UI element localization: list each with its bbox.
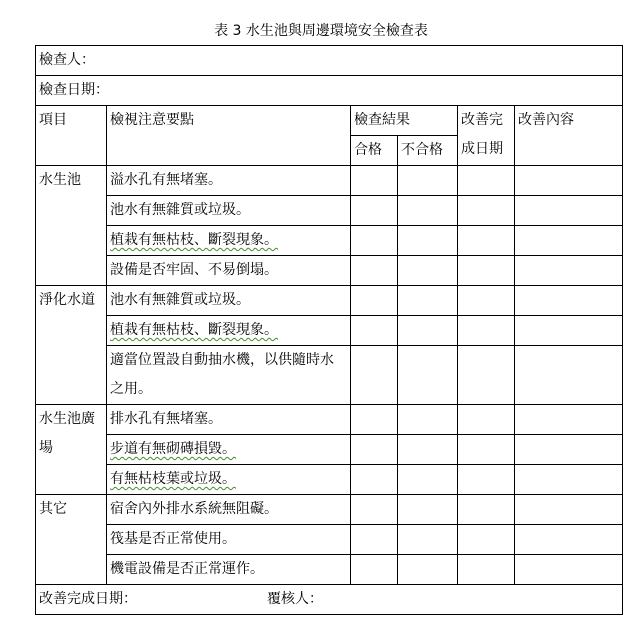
improve-content-cell[interactable] <box>515 286 623 316</box>
check-point-text: 植栽有無枯枝、斷裂現象。 <box>110 322 278 338</box>
check-point: 溢水孔有無堵塞。 <box>107 166 351 196</box>
improve-content-cell[interactable] <box>515 166 623 196</box>
check-point: 池水有無雜質或垃圾。 <box>107 286 351 316</box>
inspector-field[interactable]: 檢查人： <box>36 46 623 76</box>
pass-cell[interactable] <box>351 316 398 346</box>
pass-cell[interactable] <box>351 465 398 495</box>
improve-content-cell[interactable] <box>515 405 623 435</box>
check-point: 設備是否牢固、不易倒塌。 <box>107 256 351 286</box>
improve-date-cell[interactable] <box>458 346 515 405</box>
improve-date-cell[interactable] <box>458 166 515 196</box>
inspection-date-field[interactable]: 檢查日期： <box>36 76 623 106</box>
check-point-text: 步道有無砌磚損毀。 <box>110 441 236 457</box>
pass-cell[interactable] <box>351 256 398 286</box>
check-point-text: 有無枯枝葉或垃圾。 <box>110 471 236 487</box>
check-point: 筏基是否正常使用。 <box>107 525 351 555</box>
check-point: 適當位置設自動抽水機，以供隨時水之用。 <box>107 346 351 405</box>
check-point <box>107 435 351 465</box>
improve-content-cell[interactable] <box>515 196 623 226</box>
completion-date-field[interactable]: 改善完成日期： <box>39 591 137 607</box>
pass-cell[interactable] <box>351 226 398 256</box>
fail-cell[interactable] <box>398 495 458 525</box>
check-point: 池水有無雜質或垃圾。 <box>107 196 351 226</box>
pass-cell[interactable] <box>351 196 398 226</box>
check-point-text: 植栽有無枯枝、斷裂現象。 <box>110 232 278 248</box>
improve-date-cell[interactable] <box>458 495 515 525</box>
improve-content-cell[interactable] <box>515 495 623 525</box>
inspection-table <box>35 45 623 615</box>
section-item-plaza: 水生池廣場 <box>36 405 107 495</box>
check-point: 排水孔有無堵塞。 <box>107 405 351 435</box>
fail-cell[interactable] <box>398 316 458 346</box>
pass-cell[interactable] <box>351 495 398 525</box>
header-fail: 不合格 <box>398 136 458 166</box>
improve-content-cell[interactable] <box>515 435 623 465</box>
check-point <box>107 226 351 256</box>
pass-cell[interactable] <box>351 286 398 316</box>
pass-cell[interactable] <box>351 435 398 465</box>
pass-cell[interactable] <box>351 525 398 555</box>
improve-date-cell[interactable] <box>458 435 515 465</box>
section-item-channel: 淨化水道 <box>36 286 107 405</box>
header-pass: 合格 <box>351 136 398 166</box>
improve-date-cell[interactable] <box>458 316 515 346</box>
fail-cell[interactable] <box>398 196 458 226</box>
header-points: 檢視注意要點 <box>107 106 351 166</box>
fail-cell[interactable] <box>398 555 458 585</box>
header-result: 檢查結果 <box>351 106 458 136</box>
improve-date-cell[interactable] <box>458 555 515 585</box>
fail-cell[interactable] <box>398 346 458 405</box>
improve-date-cell[interactable] <box>458 465 515 495</box>
header-improve-date-line1: 改善完 <box>461 112 503 128</box>
improve-content-cell[interactable] <box>515 555 623 585</box>
pass-cell[interactable] <box>351 166 398 196</box>
improve-date-cell[interactable] <box>458 226 515 256</box>
pass-cell[interactable] <box>351 555 398 585</box>
fail-cell[interactable] <box>398 525 458 555</box>
pass-cell[interactable] <box>351 405 398 435</box>
fail-cell[interactable] <box>398 465 458 495</box>
improve-date-cell[interactable] <box>458 286 515 316</box>
section-item-pond: 水生池 <box>36 166 107 286</box>
improve-date-cell[interactable] <box>458 196 515 226</box>
pass-cell[interactable] <box>351 346 398 405</box>
header-item: 項目 <box>36 106 107 166</box>
improve-date-cell[interactable] <box>458 525 515 555</box>
improve-date-cell[interactable] <box>458 256 515 286</box>
header-improve-date <box>458 106 515 166</box>
fail-cell[interactable] <box>398 166 458 196</box>
improve-content-cell[interactable] <box>515 316 623 346</box>
improve-content-cell[interactable] <box>515 465 623 495</box>
improve-content-cell[interactable] <box>515 525 623 555</box>
fail-cell[interactable] <box>398 405 458 435</box>
section-item-other: 其它 <box>36 495 107 585</box>
fail-cell[interactable] <box>398 226 458 256</box>
check-point: 機電設備是否正常運作。 <box>107 555 351 585</box>
check-point <box>107 465 351 495</box>
fail-cell[interactable] <box>398 286 458 316</box>
form-title: 表 3 水生池與周邊環境安全檢查表 <box>214 23 428 39</box>
improve-content-cell[interactable] <box>515 256 623 286</box>
fail-cell[interactable] <box>398 435 458 465</box>
reviewer-field[interactable]: 覆核人： <box>267 591 323 607</box>
improve-content-cell[interactable] <box>515 346 623 405</box>
header-improve-date-line2: 成日期 <box>461 141 503 157</box>
footer-row <box>36 585 623 615</box>
check-point: 宿舍內外排水系統無阻礙。 <box>107 495 351 525</box>
header-improve-content: 改善內容 <box>515 106 623 166</box>
improve-date-cell[interactable] <box>458 405 515 435</box>
fail-cell[interactable] <box>398 256 458 286</box>
improve-content-cell[interactable] <box>515 226 623 256</box>
check-point <box>107 316 351 346</box>
